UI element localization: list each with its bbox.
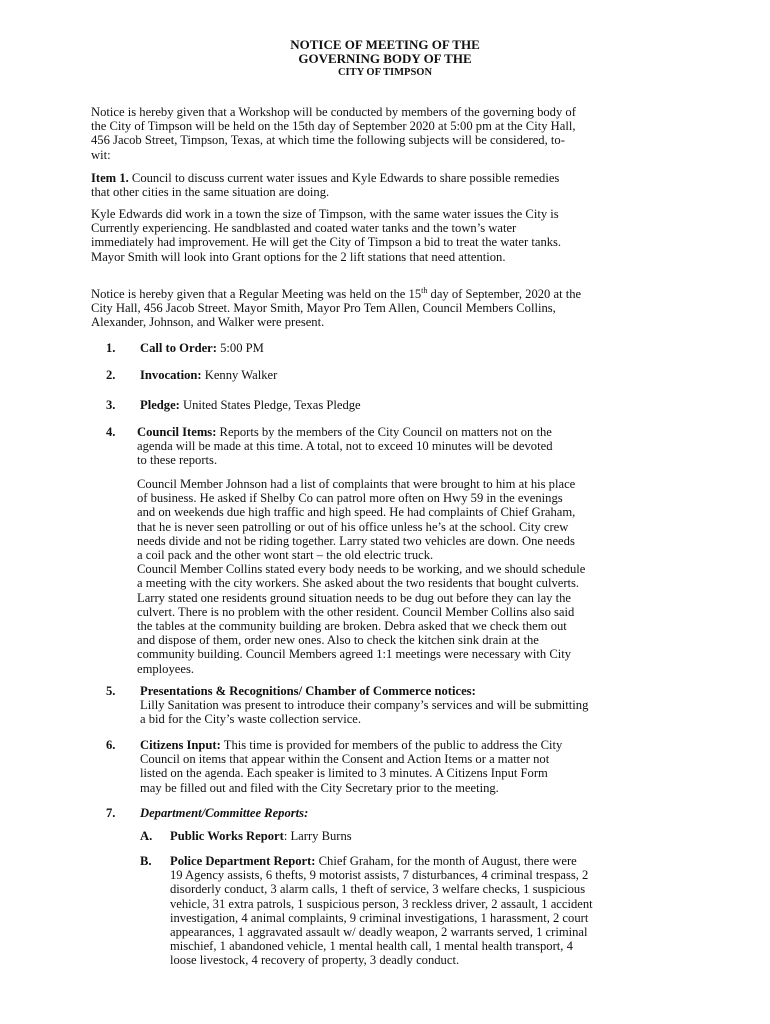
- presentations-label: Presentations & Recognitions/ Chamber of Commerce notices:: [140, 684, 476, 698]
- item-council-items: [137, 425, 677, 468]
- regular-notice-b: day of September, 2020 at the City Hall, 456 Jacob Street. Mayor Smith, Mayor Pro Tem Allen, Council Members Collins, Alexander, Johnson, and Walker were present.: [91, 287, 582, 330]
- public-works-text: : Larry Burns: [283, 829, 352, 843]
- regular-notice-sup: th: [421, 285, 428, 295]
- council-items-detail: Council Member Johnson had a list of complaints that were brought to him at his place of business. He asked if Shelby Co can patrol more often on Hwy 59 in the evenings and on weekends due high traffic and high speed. He had complaints of Chief Graham, that he is never seen patrolling or out of his office unless he’s at the school. City crew needs divide and not be riding together. Larry stated two vehicles are down. One needs a coil pack and the other wont start – the old electric truck. Council Member Collins stated every body needs to be working, and we should schedule a meeting with the city workers. She asked about the two residents that bought culverts. Larry stated one residents ground situation needs to be dug out before they can lay the culvert. There is no problem with the other resident. Council Member Collins also said the tables at the community building are broken. Debra asked that we check them out and dispose of them, order new ones. Also to check the kitchen sink drain at the community building. Council Members agreed 1:1 meetings were necessary with City employees.: [137, 477, 586, 676]
- call-to-order-label: Call to Order:: [140, 341, 217, 355]
- item-4-number: 4.: [106, 425, 116, 439]
- item-7b-number: B.: [140, 854, 152, 868]
- council-items-label: Council Items:: [137, 425, 217, 439]
- department-reports-label: Department/Committee Reports:: [140, 806, 309, 820]
- police-report-text: Chief Graham, for the month of August, there were 19 Agency assists, 6 thefts, 9 motorist assists, 7 disturbances, 4 criminal trespass, 2 disorderly conduct, 3 alarm calls, 1 theft of service, 3 welfare checks, 1 suspicious vehicle, 31 extra patrols, 1 suspicious person, 3 reckless driver, 2 assault, 1 accident investigation, 4 animal complaints, 9 criminal investigations, 1 harassment, 2 court appearances, 1 aggravated assault w/ deadly weapon, 2 warrants served, 1 criminal mischief, 1 abandoned vehicle, 1 mental health call, 1 mental health transport, 4 loose livestock, 4 recovery of property, 3 deadly conduct.: [170, 854, 593, 968]
- workshop-discussion: Kyle Edwards did work in a town the size of Timpson, with the same water issues the City is Currently experiencing. He sandblasted and coated water tanks and the town’s water immediately had improvement. He will get the City of Timpson a bid to treat the water tanks. Mayor Smith will look into Grant options for the 2 lift stations that need attention.: [91, 207, 562, 264]
- title-line-3: CITY OF TIMPSON: [337, 67, 433, 78]
- item-2-number: 2.: [106, 368, 116, 382]
- presentations-text: Lilly Sanitation was present to introduce their company’s services and will be submitting a bid for the City’s waste collection service.: [140, 698, 589, 727]
- invocation-text: Kenny Walker: [201, 368, 278, 382]
- call-to-order-text: 5:00 PM: [216, 341, 264, 355]
- pledge-text: United States Pledge, Texas Pledge: [179, 398, 361, 412]
- item-call-to-order: [140, 341, 264, 355]
- item-1-number: 1.: [106, 341, 116, 355]
- workshop-notice: Notice is hereby given that a Workshop will be conducted by members of the governing body of the City of Timpson will be held on the 15th day of September 2020 at 5:00 pm at the City Hall, 456 Jacob Street, Timpson, Texas, at which time the following subjects will be considered, to- wit:: [91, 105, 576, 162]
- police-report-label: Police Department Report:: [170, 854, 316, 868]
- item-invocation: [140, 368, 277, 382]
- item-7-number: 7.: [106, 806, 116, 820]
- citizens-input-text: This time is provided for members of the public to address the City Council on items that appear within the Consent and Action Items or a matter not listed on the agenda. Each speaker is limited to 3 minutes. A Citizens Input Form may be filled out and filed with the City Secretary prior to the meeting.: [140, 738, 563, 795]
- title-line-2: GOVERNING BODY OF THE: [298, 51, 472, 66]
- title-line-1: NOTICE OF MEETING OF THE: [290, 37, 480, 52]
- item-3-number: 3.: [106, 398, 116, 412]
- regular-notice-a: Notice is hereby given that a Regular Meeting was held on the 15: [91, 287, 422, 301]
- citizens-input-label: Citizens Input:: [140, 738, 221, 752]
- regular-notice: [91, 287, 691, 330]
- item-6-number: 6.: [106, 738, 116, 752]
- public-works-label: Public Works Report: [170, 829, 284, 843]
- item-1-text: Council to discuss current water issues and Kyle Edwards to share possible remedies that other cities in the same situation are doing.: [91, 171, 560, 200]
- police-department-report: [170, 854, 690, 968]
- item-citizens-input: [140, 738, 685, 795]
- item-7a-number: A.: [140, 829, 153, 843]
- item-5-number: 5.: [106, 684, 116, 698]
- workshop-item-1: [91, 171, 691, 199]
- item-pledge: [140, 398, 361, 412]
- pledge-label: Pledge:: [140, 398, 180, 412]
- invocation-label: Invocation:: [140, 368, 202, 382]
- item-1-label: Item 1.: [91, 171, 129, 185]
- public-works-report: [170, 829, 352, 843]
- council-items-text: Reports by the members of the City Council on matters not on the agenda will be made at this time. A total, not to exceed 10 minutes will be devoted to these reports.: [137, 425, 553, 468]
